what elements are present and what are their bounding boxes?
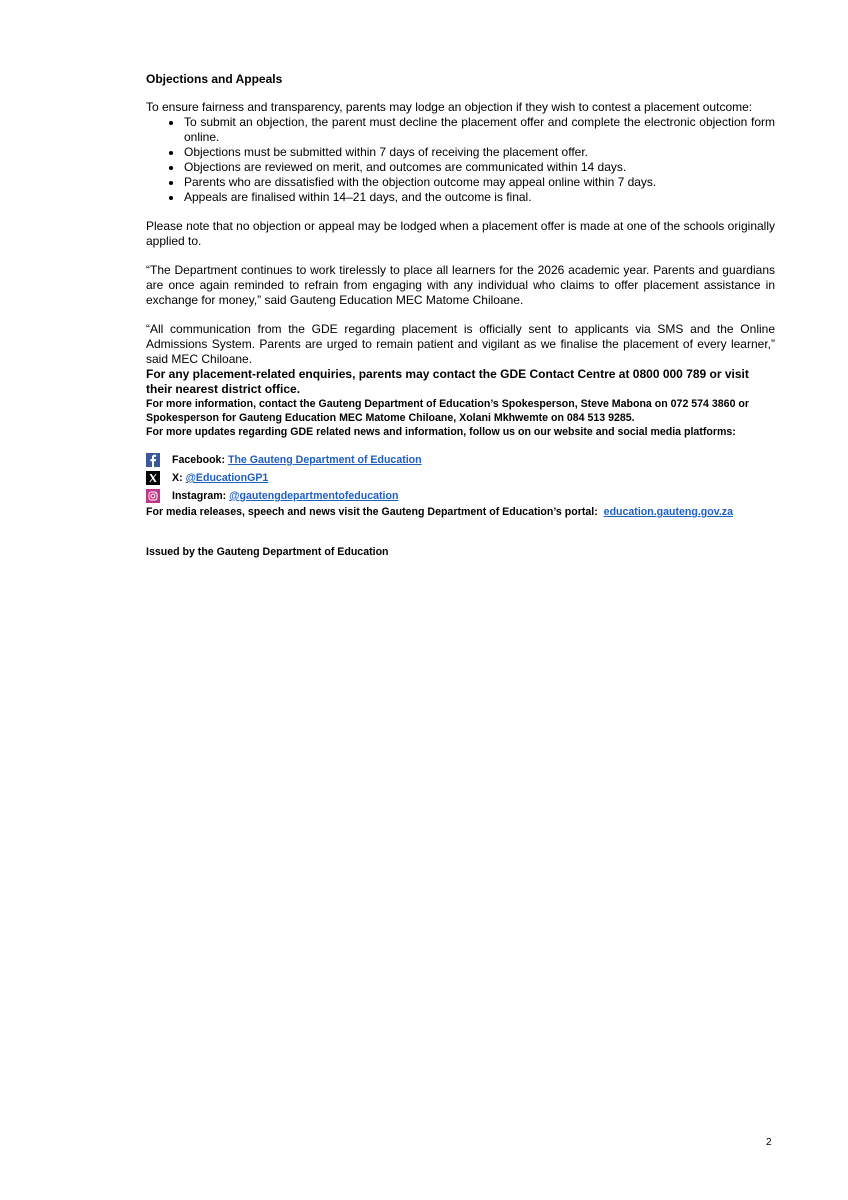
instagram-link[interactable]: @gautengdepartmentofeducation — [229, 490, 399, 502]
section-heading: Objections and Appeals — [146, 72, 283, 86]
note-paragraph: Please note that no objection or appeal may be lodged when a placement offer is made at one of the schools originally applied to. — [146, 219, 775, 248]
social-label: Facebook: — [172, 454, 225, 466]
list-item: Parents who are dissatisfied with the objection outcome may appeal online within 7 days. — [184, 175, 775, 190]
objection-rules-list — [146, 115, 775, 205]
facebook-link[interactable]: The Gauteng Department of Education — [227, 454, 422, 466]
media-text: For media releases, speech and news visit the Gauteng Department of Education’s portal: — [146, 506, 598, 518]
social-label: Instagram: — [172, 490, 227, 502]
intro-paragraph: To ensure fairness and transparency, parents may lodge an objection if they wish to contest a placement outcome: — [146, 100, 753, 114]
instagram-icon — [146, 489, 160, 503]
social-links — [146, 451, 775, 505]
enquiries-paragraph: For any placement-related enquiries, parents may contact the GDE Contact Centre at 0800 000 789 or visit their nearest district office. — [146, 367, 749, 396]
media-paragraph — [146, 505, 775, 519]
quote-paragraph-1: “The Department continues to work tirelessly to place all learners for the 2026 academic year. Parents and guardians are once again reminded to refrain from engaging with any individual who claims to offer placement assistance in exchange for money,” said Gauteng Education MEC Matome Chiloane. — [146, 263, 775, 307]
list-item: Objections must be submitted within 7 days of receiving the placement offer. — [184, 145, 775, 160]
document-page — [146, 72, 775, 559]
facebook-icon — [146, 453, 160, 467]
quote-paragraph-2: “All communication from the GDE regarding placement is officially sent to applicants via SMS and the Online Admissions System. Parents are urged to remain patient and vigilant as we finalise the placement of every learner,” said MEC Chiloane. — [146, 322, 775, 366]
issued-by: Issued by the Gauteng Department of Education — [146, 546, 389, 558]
social-label: X: — [172, 472, 183, 484]
list-item: Objections are reviewed on merit, and outcomes are communicated within 14 days. — [184, 160, 775, 175]
x-icon — [146, 471, 160, 485]
social-row-facebook — [146, 451, 775, 469]
page-number: 2 — [766, 1137, 772, 1148]
contact-info-paragraph: For more information, contact the Gauteng Department of Education’s Spokesperson, Steve Mabona on 072 574 3860 or Spokesperson for Gauteng Education MEC Matome Chiloane, Xolani Mkhwemte on 084 513 9285. — [146, 398, 749, 424]
portal-link[interactable]: education.gauteng.gov.za — [603, 506, 733, 518]
updates-intro: For more updates regarding GDE related news and information, follow us on our website and social media platforms: — [146, 426, 736, 438]
list-item: To submit an objection, the parent must decline the placement offer and complete the electronic objection form online. — [184, 115, 775, 144]
social-row-instagram — [146, 487, 775, 505]
list-item: Appeals are finalised within 14–21 days, and the outcome is final. — [184, 190, 775, 205]
x-link[interactable]: @EducationGP1 — [185, 472, 269, 484]
social-row-x — [146, 469, 775, 487]
